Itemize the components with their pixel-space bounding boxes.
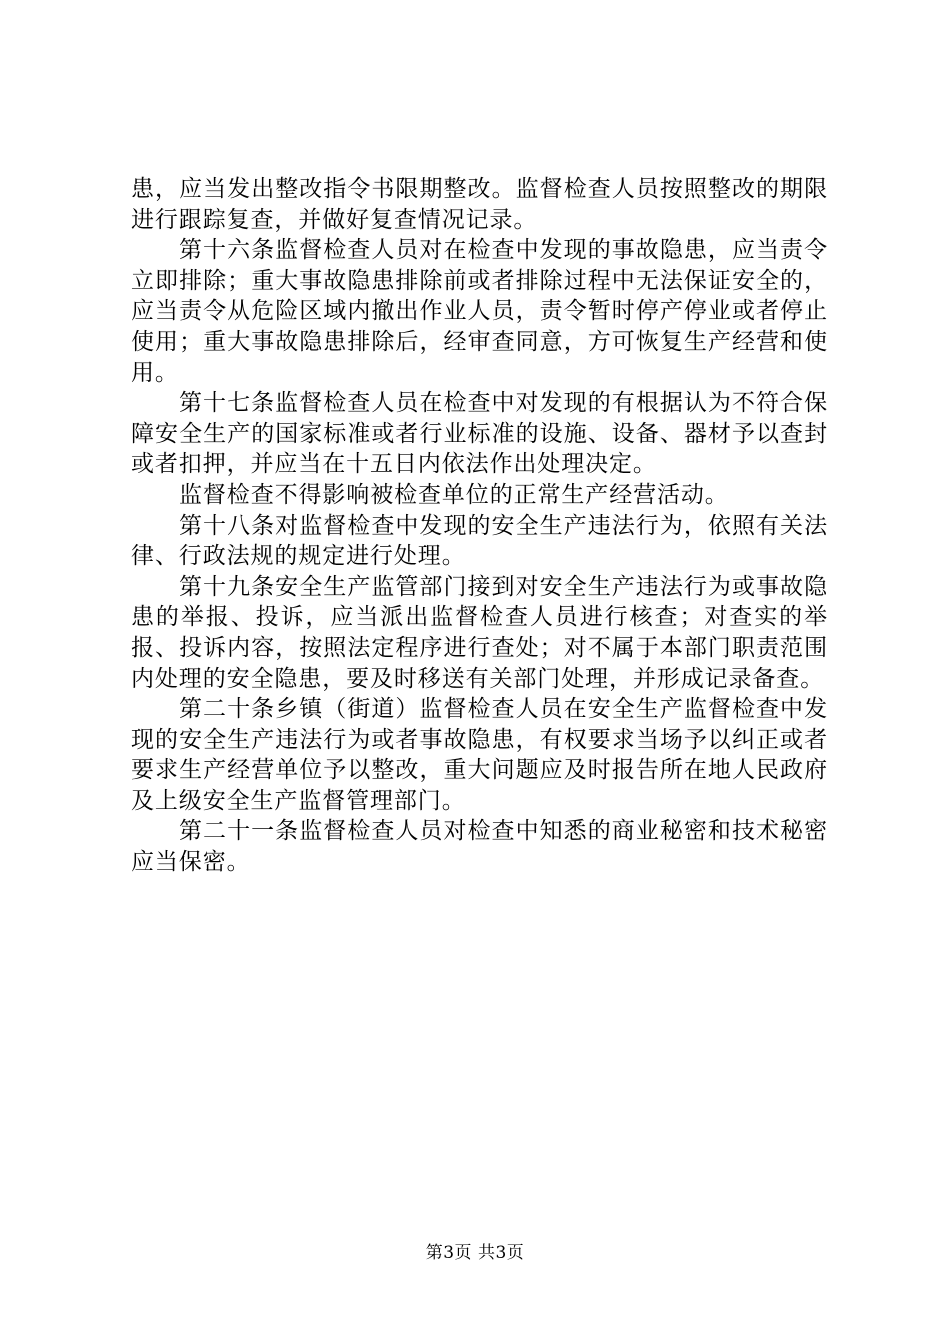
paragraph-article-17: 第十七条监督检查人员在检查中对发现的有根据认为不符合保障安全生产的国家标准或者行业标准的设施、设备、器材予以查封或者扣押，并应当在十五日内依法作出处理决定。 [131,390,828,478]
paragraph-article-19: 第十九条安全生产监管部门接到对安全生产违法行为或事故隐患的举报、投诉，应当派出监督检查人员进行核查；对查实的举报、投诉内容，按照法定程序进行查处；对不属于本部门职责范围内处理的安全隐患，要及时移送有关部门处理，并形成记录备查。 [131,573,828,692]
paragraph-no-interference: 监督检查不得影响被检查单位的正常生产经营活动。 [179,481,729,508]
paragraph-article-16: 第十六条监督检查人员对在检查中发现的事故隐患，应当责令立即排除；重大事故隐患排除前或者排除过程中无法保证安全的，应当责令从危险区域内撤出作业人员，责令暂时停产停业或者停止使用；重大事故隐患排除后，经审查同意，方可恢复生产经营和使用。 [131,237,828,386]
document-body [131,174,828,878]
paragraph-article-18: 第十八条对监督检查中发现的安全生产违法行为，依照有关法律、行政法规的规定进行处理。 [131,512,828,570]
paragraph-continuation: 患，应当发出整改指令书限期整改。监督检查人员按照整改的期限进行跟踪复查，并做好复查情况记录。 [131,176,828,233]
paragraph-article-21: 第二十一条监督检查人员对检查中知悉的商业秘密和技术秘密应当保密。 [131,818,828,876]
paragraph-article-20: 第二十条乡镇（街道）监督检查人员在安全生产监督检查中发现的安全生产违法行为或者事故隐患，有权要求当场予以纠正或者要求生产经营单位予以整改，重大问题应及时报告所在地人民政府及上级安全生产监督管理部门。 [131,696,828,814]
page-footer: 第3页 共3页 [425,1243,525,1263]
